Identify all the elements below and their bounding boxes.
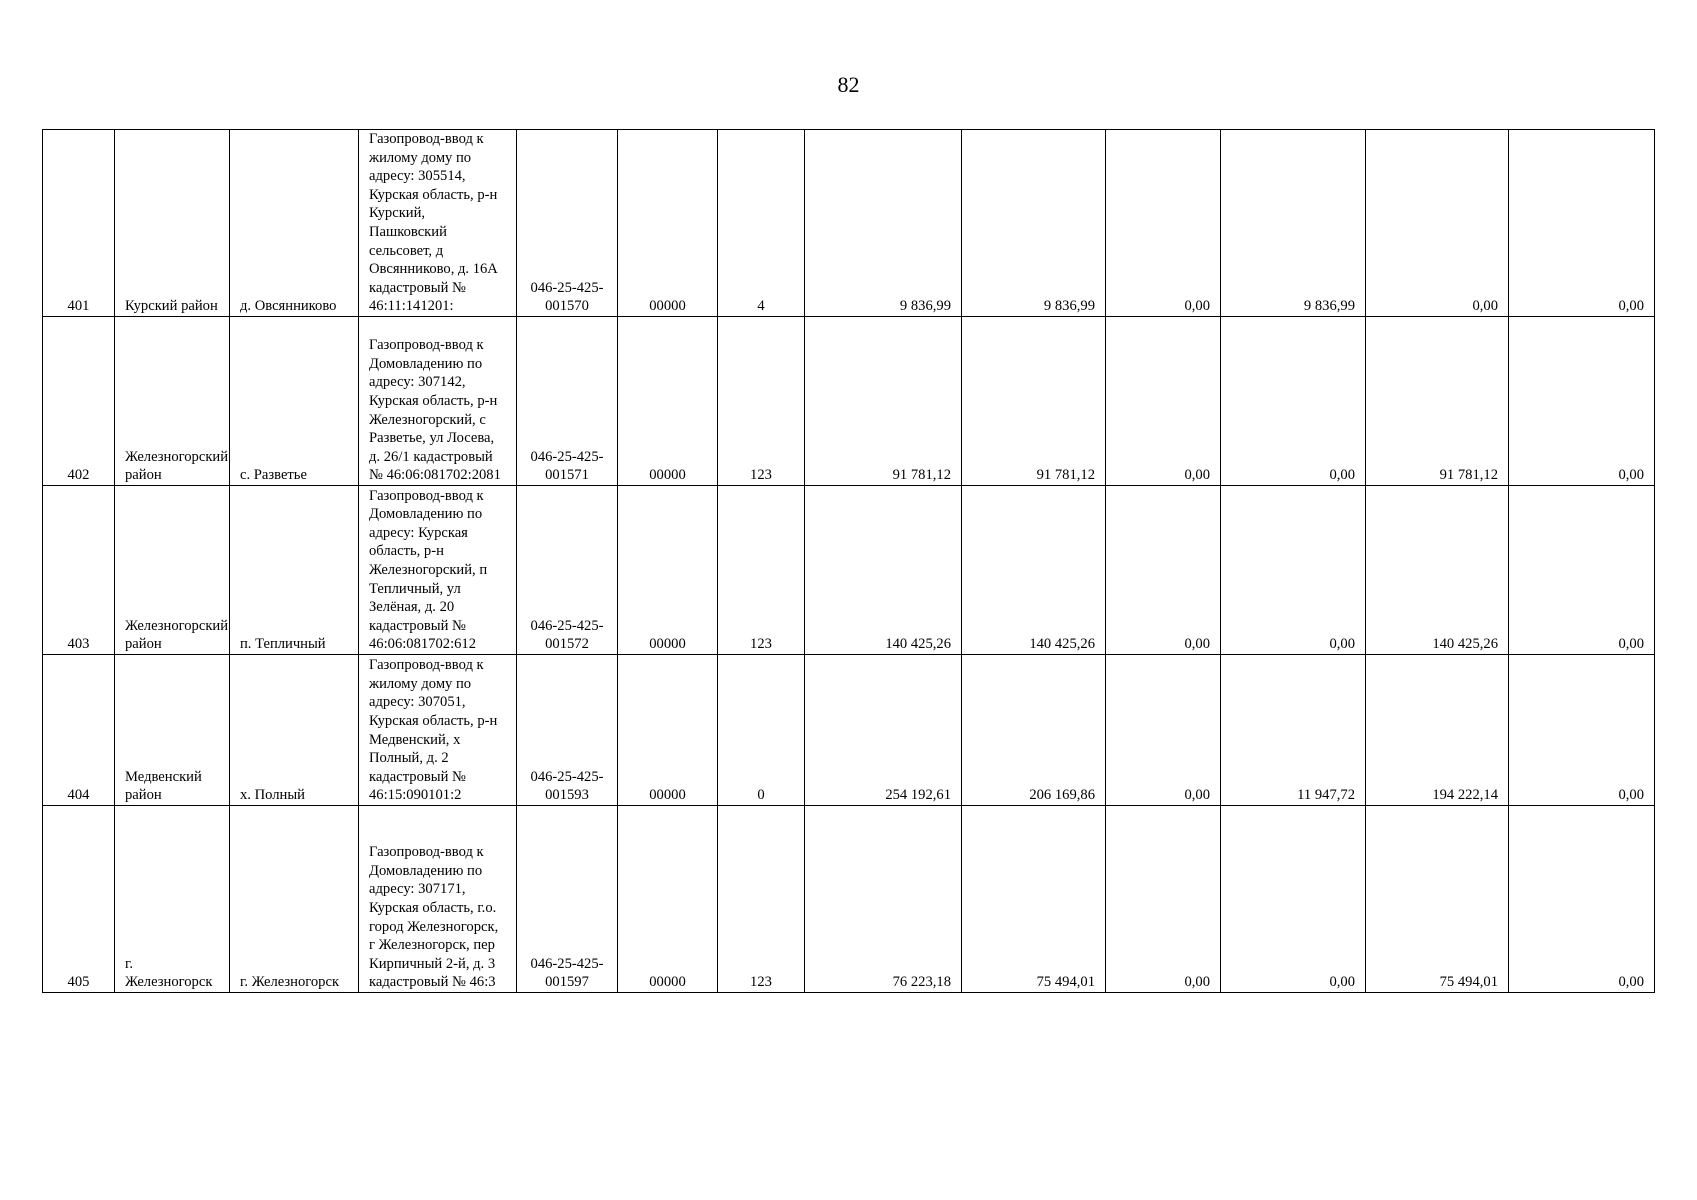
value-4-cell: 0,00 xyxy=(1221,806,1366,993)
row-number-cell: 403 xyxy=(43,486,115,655)
value-2-cell: 75 494,01 xyxy=(962,806,1106,993)
value-3-cell: 0,00 xyxy=(1106,655,1221,806)
district-cell: Железногорский район xyxy=(115,317,230,486)
value-1-cell: 9 836,99 xyxy=(805,130,962,317)
type-code-cell: 123 xyxy=(718,806,805,993)
settlement-cell: д. Овсянниково xyxy=(230,130,359,317)
type-code-cell: 123 xyxy=(718,317,805,486)
value-4-cell: 9 836,99 xyxy=(1221,130,1366,317)
table-row xyxy=(43,317,1655,486)
account-code-cell: 00000 xyxy=(618,655,718,806)
value-5-cell: 91 781,12 xyxy=(1366,317,1509,486)
object-description-cell: Газопровод-ввод к Домовладению по адресу: 307171, Курская область, г.о. город Железногорск, г Железногорск, пер Кирпичный 2-й, д. 3 кадастровый № 46:3 xyxy=(359,806,517,993)
district-cell: Железногорский район xyxy=(115,486,230,655)
settlement-cell: г. Железногорск xyxy=(230,806,359,993)
table-row xyxy=(43,486,1655,655)
row-number-cell: 404 xyxy=(43,655,115,806)
value-2-cell: 140 425,26 xyxy=(962,486,1106,655)
value-2-cell: 206 169,86 xyxy=(962,655,1106,806)
table-row xyxy=(43,806,1655,993)
account-code-cell: 00000 xyxy=(618,806,718,993)
table-row xyxy=(43,130,1655,317)
page-number: 82 xyxy=(837,72,860,97)
district-cell: Курский район xyxy=(115,130,230,317)
value-1-cell: 91 781,12 xyxy=(805,317,962,486)
settlement-cell: х. Полный xyxy=(230,655,359,806)
inventory-code-cell: 046-25-425-001571 xyxy=(517,317,618,486)
value-3-cell: 0,00 xyxy=(1106,806,1221,993)
object-description-cell: Газопровод-ввод к Домовладению по адресу: Курская область, р-н Железногорский, п Тепличный, ул Зелёная, д. 20 кадастровый № 46:06:081702:612 xyxy=(359,486,517,655)
inventory-code-cell: 046-25-425-001572 xyxy=(517,486,618,655)
value-2-cell: 9 836,99 xyxy=(962,130,1106,317)
value-6-cell: 0,00 xyxy=(1509,486,1655,655)
inventory-code-cell: 046-25-425-001597 xyxy=(517,806,618,993)
account-code-cell: 00000 xyxy=(618,486,718,655)
account-code-cell: 00000 xyxy=(618,130,718,317)
value-4-cell: 0,00 xyxy=(1221,317,1366,486)
value-5-cell: 140 425,26 xyxy=(1366,486,1509,655)
table-row xyxy=(43,655,1655,806)
value-6-cell: 0,00 xyxy=(1509,130,1655,317)
type-code-cell: 4 xyxy=(718,130,805,317)
value-5-cell: 194 222,14 xyxy=(1366,655,1509,806)
row-number-cell: 402 xyxy=(43,317,115,486)
object-description-cell: Газопровод-ввод к Домовладению по адресу: 307142, Курская область, р-н Железногорский, с Разветье, ул Лосева, д. 26/1 кадастровый № 46:06:081702:2081 xyxy=(359,317,517,486)
value-2-cell: 91 781,12 xyxy=(962,317,1106,486)
value-1-cell: 140 425,26 xyxy=(805,486,962,655)
inventory-code-cell: 046-25-425-001570 xyxy=(517,130,618,317)
value-4-cell: 0,00 xyxy=(1221,486,1366,655)
row-number-cell: 401 xyxy=(43,130,115,317)
value-3-cell: 0,00 xyxy=(1106,130,1221,317)
register-table xyxy=(42,129,1655,993)
object-description-cell: Газопровод-ввод к жилому дому по адресу: 307051, Курская область, р-н Медвенский, х Полный, д. 2 кадастровый № 46:15:090101:2 xyxy=(359,655,517,806)
value-4-cell: 11 947,72 xyxy=(1221,655,1366,806)
settlement-cell: с. Разветье xyxy=(230,317,359,486)
value-3-cell: 0,00 xyxy=(1106,317,1221,486)
settlement-cell: п. Тепличный xyxy=(230,486,359,655)
value-5-cell: 0,00 xyxy=(1366,130,1509,317)
value-6-cell: 0,00 xyxy=(1509,655,1655,806)
value-1-cell: 76 223,18 xyxy=(805,806,962,993)
object-description-cell: Газопровод-ввод к жилому дому по адресу: 305514, Курская область, р-н Курский, Пашковский сельсовет, д Овсянниково, д. 16А кадастровый № 46:11:141201: xyxy=(359,130,517,317)
district-cell: г. Железногорск xyxy=(115,806,230,993)
value-1-cell: 254 192,61 xyxy=(805,655,962,806)
inventory-code-cell: 046-25-425-001593 xyxy=(517,655,618,806)
value-5-cell: 75 494,01 xyxy=(1366,806,1509,993)
district-cell: Медвенский район xyxy=(115,655,230,806)
type-code-cell: 0 xyxy=(718,655,805,806)
value-6-cell: 0,00 xyxy=(1509,806,1655,993)
value-3-cell: 0,00 xyxy=(1106,486,1221,655)
row-number-cell: 405 xyxy=(43,806,115,993)
account-code-cell: 00000 xyxy=(618,317,718,486)
value-6-cell: 0,00 xyxy=(1509,317,1655,486)
type-code-cell: 123 xyxy=(718,486,805,655)
